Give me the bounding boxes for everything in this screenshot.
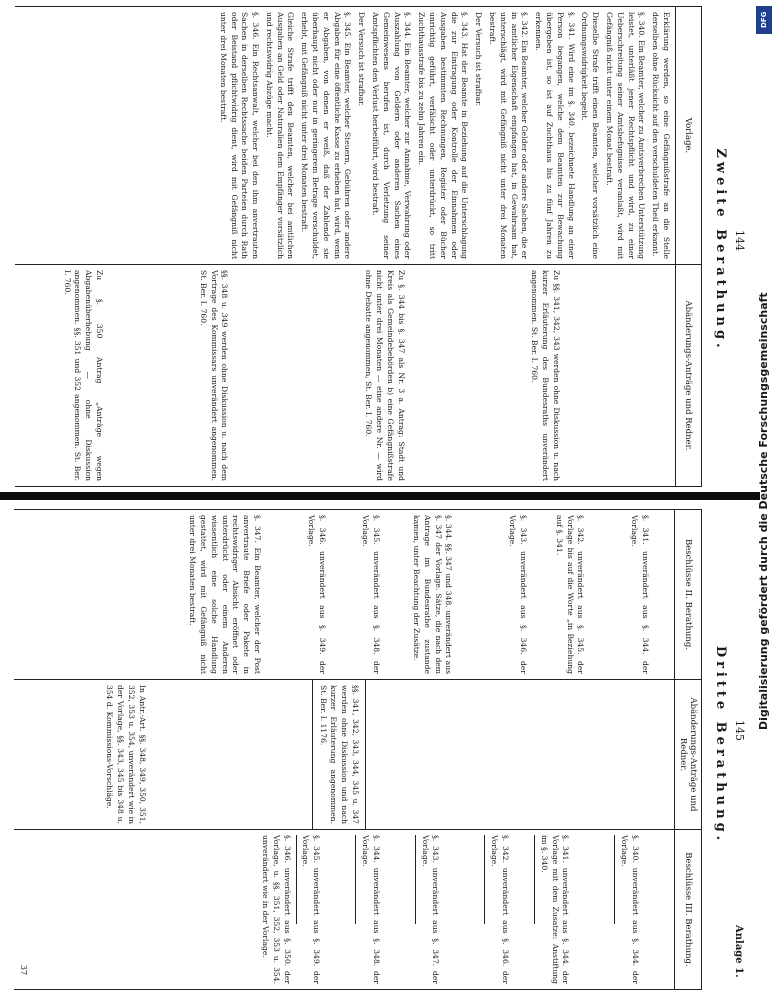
column-header-beschluesse-iii: Beschlüsse III. Berathung. [675, 830, 702, 990]
beschluss-entry: §. 347. Ein Beamter, welcher der Post anvertraute Briefe oder Pakete in rechtswidriger Absicht eröffnet oder unterdrückt oder einem Anderen wissentlich eine solche Handlung gestattet, wird mit Gefängniß nicht unter drei Monaten bestraft. [188, 515, 263, 674]
beschluss-entry: §. 344. unverändert aus §. 348. der Vorlage. [361, 835, 381, 984]
vorlage-paragraph: §. 341. Wird eine im §. 340. bezeichnete Handlung an einer Person begangen, welche dem Beamten zur Bewachung übergeben ist, so ist auf Zuchthaus bis zu fünf Jahren zu erkennen. [534, 12, 576, 259]
vorlage-paragraph: §. 342. Ein Beamter, welcher Gelder oder andere Sachen, die er in amtlicher Eigenschaft empfangen hat, in Gewahrsam hat, unterschlägt, wird mit Gefängniß nicht unter drei Monaten bestraft. [488, 12, 530, 259]
divider [312, 680, 313, 829]
vorlage-paragraph: Der Versuch ist strafbar. [357, 12, 367, 107]
antrag-entry: Zu §. 344 bis §. 347 als Nr. 3 a. Antrag: Stadt und Kreis als Gemeindebehörden b) eine Gefängnißstrafe nicht unter drei Monaten — eine andere Nr. — wird ohne Debatte angenommen, St. Ber. I. 760. [364, 270, 406, 481]
beschluss-entry: §. 344. §§. 347 und 348. unverändert aus §. 347 der Vorlage. Sätze, die nach dem Antrage im Bundesrathe zustande kamen, unter Beachtung der Zusätze. [412, 515, 454, 674]
column-header-vorlage: Vorlage. [676, 7, 702, 265]
right-page [0, 505, 760, 1000]
divider [296, 835, 297, 924]
beschluss-entry: §. 342. unverändert aus §. 345. der Vorlage bis auf die Worte „in Beziehung auf §. 341. [554, 515, 586, 674]
vorlage-paragraph: Gleiche Strafe trifft den Beamten, welcher bei amtlichen Ausgaben an Geld oder Naturalien dem Empfänger vorsätzlich und rechtswidrig Abzüge macht. [264, 12, 296, 259]
antrag-entry: §§. 348 u. 349 werden ohne Diskussion u. nach dem Vortrage des Kommissars unverändert angenommen. St. Ber. I. 760. [198, 270, 230, 481]
antrag-entry: Zu §§. 341, 342, 343 werden ohne Diskussion u. nach kurzer Erläuterung des Bundesraths unverändert angenommen. St. Ber. I. 760. [530, 270, 561, 481]
left-page [0, 0, 760, 490]
column-header-antraege: Abänderungs-Anträge und Redner. [675, 680, 702, 830]
column-header-antraege: Abänderungs-Anträge und Redner. [676, 265, 702, 487]
beschluesse-ii-column [15, 510, 675, 680]
sheet-marker: Anlage 1. [733, 925, 744, 978]
dfg-logo: DFG [756, 6, 772, 34]
divider [614, 835, 615, 924]
divider [365, 680, 366, 829]
beschluss-entry: §. 346. unverändert aus §. 350. der Vorlage, u. §§. 351, 352, 353 u. 354. unverändert wie in der Vorlage. [261, 835, 292, 984]
page-number: 145 [733, 720, 746, 741]
running-head: Dritte Berathung. [713, 645, 728, 845]
beschluss-entry: §. 345. unverändert aus §. 348. der Vorlage. [361, 515, 382, 674]
right-columns-table [15, 509, 703, 990]
folio-number: 37 [19, 965, 28, 976]
watermark-text: Digitalisierung gefördert durch die Deutsche Forschungsgemeinschaft [757, 292, 770, 730]
vorlage-paragraph: Dieselbe Strafe trifft einen Beamten, welcher vorsätzlich eine Ordnungswidrigkeit begeht. [580, 12, 601, 259]
antrag-entry: Zu §. 350 Antrag „Anträge wegen Abgabenüberhebung — ohne Diskussion angenommen. §§. 351 und 352 angenommen. St. Ber. I. 760. [62, 270, 105, 481]
antrag-entry: §§. 341, 342, 343, 344, 345 u. 347 werden ohne Diskussion und nach kurzer Erläuterung angenommen. St. Ber. I. 1176. [318, 685, 360, 824]
divider [534, 835, 535, 924]
digitization-watermark [753, 0, 775, 1000]
antraege-column [16, 265, 676, 487]
vorlage-paragraph: Erklärung werden, so eine Gefängnißstrafe an die Stelle derselben ohne Rücksicht auf den verschuldeten Theil erkannt. [651, 12, 671, 259]
vorlage-paragraph: §. 345. Ein Beamter, welcher Steuern, Gebühren oder andere Abgaben für eine öffentliche Kasse zu erheben hat, wird, wenn er Abgaben, von denen er weiß, daß der Zahlende sie überhaupt nicht oder nur in geringerem Betrage verschuldet, erhebt, mit Gefängniß nicht unter drei Monaten bestraft. [300, 12, 353, 259]
beschluesse-iii-column [15, 830, 675, 990]
vorlage-paragraph: §. 344. Ein Beamter, welcher zur Annahme, Verwahrung oder Auszahlung von Geldern oder anderen Sachen eines Gemeinwesens berufen ist, durch Verletzung seiner Amtspflichten den Verlust herbeiführt, wird bestraft. [371, 12, 413, 259]
vorlage-paragraph: §. 346. Ein Rechtsanwalt, welcher bei den ihm anvertrauten Sachen in derselben Rechtssache beiden Parteien durch Rath oder Beistand pflichtwidrig dient, wird mit Gefängniß nicht unter drei Monaten bestraft. [218, 12, 261, 259]
vorlage-paragraph: Der Versuch ist strafbar. [474, 12, 484, 107]
vorlage-paragraph: §. 343. Hat der Beamte in Beziehung auf die Unterschlagung die zur Eintragung oder Kontrolle der Einnahmen oder Ausgaben bestimmten Rechnungen, Register oder Bücher unrichtig geführt, verfälscht oder unterdrückt, so tritt Zuchthausstrafe bis zu zehn Jahren ein. [417, 12, 470, 259]
divider [355, 835, 356, 924]
antrag-entry: In Antr.-Art. §§. 348, 349, 350, 351, 352, 353 u. 354, unverändert wie in der Vorlage, §§. 343, 345 bis 348 u. 354 d. Kommissions-Vorschläge. [105, 685, 147, 824]
antraege-column [15, 680, 675, 830]
beschluss-entry: §. 343. unverändert aus §. 347. der Vorlage. [420, 835, 441, 984]
vorlage-paragraph: §. 340. Ein Beamter, welcher zu Amtsverbrechen Unterstützung leistet, unterläßt jener Rechtspflicht und wird, zu einer Ueberschreitung seiner Amtsbefugnisse veranlaßt, wird mit Gefängniß nicht unter einem Monat bestraft. [605, 12, 647, 259]
beschluss-entry: §. 346. unverändert aus §. 349. der Vorlage. [306, 515, 327, 674]
left-columns-table [16, 6, 703, 487]
column-header-beschluesse-ii: Beschlüsse II. Berathung. [675, 510, 702, 680]
page-gutter [0, 492, 760, 500]
running-head: Zweite Berathung. [713, 148, 728, 352]
beschluss-entry: §. 345. unverändert aus §. 349. der Vorlage. [301, 835, 322, 984]
beschluss-entry: §. 341. unverändert aus §. 344. der Vorlage. [630, 515, 650, 674]
vorlage-column [16, 7, 676, 265]
divider [484, 835, 485, 924]
beschluss-entry: §. 342. unverändert aus §. 346. der Vorlage. [490, 835, 511, 984]
beschluss-entry: §. 340. unverändert aus §. 344. der Vorlage. [620, 835, 640, 984]
beschluss-entry: §. 341. unverändert aus §. 344. der Vorlage mit dem Zusatze: Anstiftung im §. 340. [539, 835, 571, 984]
beschluss-entry: §. 343. unverändert aus §. 346. der Vorlage. [508, 515, 529, 674]
divider [415, 835, 416, 924]
page-number: 144 [733, 230, 746, 251]
